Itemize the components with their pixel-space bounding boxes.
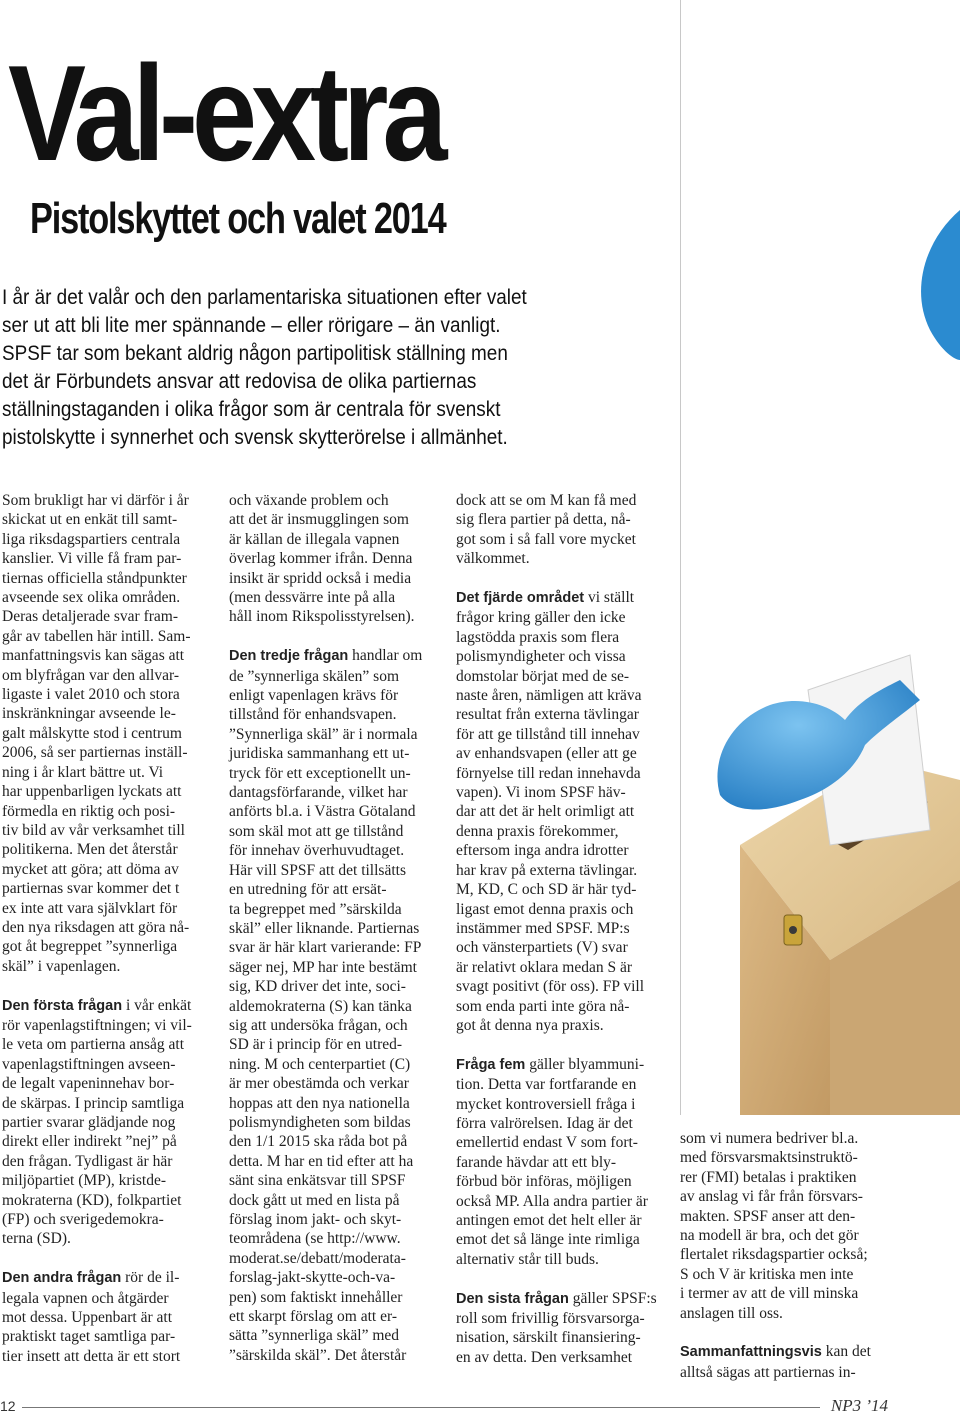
text-line: är mer obestämda och verkar — [229, 1075, 409, 1093]
text-line: na modell är bra, och det gör — [680, 1227, 859, 1245]
column-2-heading-2: Den tredje frågan — [229, 648, 349, 665]
text-line: det är Förbundets ansvar att redovisa de olika partiernas — [2, 369, 477, 393]
column-2-paragraph-1 — [229, 491, 422, 627]
lead-paragraph — [2, 283, 618, 451]
text-line: detta. M har en tid efter att ha — [229, 1152, 414, 1170]
text-line: tier insett att detta är ett stort — [2, 1347, 181, 1365]
text-line: ligast emot denna praxis och — [456, 900, 634, 918]
text-line: och växande problem och — [229, 492, 389, 509]
column-4-paragraph-1 — [680, 1129, 871, 1323]
text-line: i termer av att de vill minska — [680, 1285, 859, 1303]
text-line: ”särskilda skäl”. Det återstår — [229, 1346, 407, 1364]
text-line: inskränkningar avseende le- — [2, 705, 176, 723]
text-line: ta begreppet med ”särskilda — [229, 900, 402, 918]
page-number: 12 — [0, 1398, 16, 1414]
text-line: dantagsförfarande, vilket har — [229, 784, 408, 802]
text-line: partier svarar glädjande nog — [2, 1113, 176, 1131]
text-line: SD är i princip för en utred- — [229, 1036, 403, 1054]
text-line: för innehav överhuvudtaget. — [229, 842, 405, 860]
text-line: tiernas officiella ståndpunkter — [2, 569, 187, 587]
text-line: flertalet riksdagspartier också; — [680, 1246, 868, 1264]
text-line: de skärpas. I princip samtliga — [2, 1094, 185, 1112]
text-line: instämmer med SPSF. MP:s — [456, 919, 630, 937]
text-line: de legalt vapeninnehav bor- — [2, 1075, 175, 1093]
text-line: sänt sina enkätsvar till SPSF — [229, 1172, 406, 1190]
text-line: svagt positivt (för oss). FP vill — [456, 978, 645, 996]
text-line: skickat ut en enkät till samt- — [2, 511, 178, 529]
text-line: av anslag vi får från försvars- — [680, 1188, 863, 1206]
column-1-paragraph-1 — [2, 491, 192, 976]
column-3-heading-2: Det fjärde området — [456, 590, 585, 607]
text-line: manfattningsvis kan sägas att — [2, 647, 185, 665]
text-line: domstolar börjat med de se- — [456, 667, 630, 685]
text-line: Deras detaljerade svar fram- — [2, 608, 178, 626]
text-line: en utredning för att ersät- — [229, 881, 387, 899]
column-3-heading-3: Fråga fem — [456, 1056, 526, 1073]
text-line: alternativ står till buds. — [456, 1250, 599, 1268]
text-line: dar att det är helt orimligt att — [456, 803, 635, 821]
text-line: ex inte att vara självklart för — [2, 899, 178, 917]
text-line: den nya riksdagen att göra nå- — [2, 918, 190, 936]
column-3-heading-4-run: gäller SPSF:s — [568, 1289, 657, 1307]
text-line: med försvarsmaktsinstruktö- — [680, 1149, 858, 1167]
text-line: ett skarpt förslag om att er- — [229, 1308, 397, 1326]
column-3-paragraph-1 — [456, 491, 657, 569]
text-line: ställningstaganden i olika frågor som är centrala för svenskt — [2, 397, 501, 421]
text-line: S och V är kritiska men inte — [680, 1265, 854, 1283]
column-3-paragraph-3 — [456, 1075, 657, 1269]
column-3-paragraph-4 — [456, 1309, 657, 1367]
text-line: forslag-jakt-skytte-och-va- — [229, 1269, 396, 1287]
text-line: håll inom Rikspolisstyrelsen). — [229, 608, 415, 626]
text-line: legala vapnen och åtgärder — [2, 1289, 169, 1307]
text-line: miljöpartiet (MP), kristde- — [2, 1172, 167, 1190]
text-line: förslag inom jakt- och skyt- — [229, 1211, 402, 1229]
text-line: juridiska sammanhang ett ut- — [229, 745, 410, 763]
text-line: sig, KD driver det inte, soci- — [229, 978, 406, 996]
text-line: naste åren, nämligen att kräva — [456, 687, 642, 705]
text-line: de ”synnerliga skälen” som — [229, 667, 400, 685]
text-line: för att ge tillstånd till innehav — [456, 725, 640, 743]
text-line: (FP) och sverigedemokra- — [2, 1211, 164, 1229]
text-line: ning. M och centerpartiet (C) — [229, 1055, 411, 1073]
text-line: le veta om partierna ansåg att — [2, 1036, 185, 1054]
text-line: rör vapenlagstiftningen; vi vil- — [2, 1016, 192, 1034]
text-line: denna praxis förekommer, — [456, 822, 619, 840]
text-line: säger nej, MP har inte bestämt — [229, 958, 417, 976]
text-line: anförts bl.a. i Västra Götaland — [229, 803, 416, 821]
text-line: skäl” eller liknande. Partiernas — [229, 919, 420, 937]
text-line: politikerna. Men det återstår — [2, 841, 178, 859]
text-line: nisation, särskilt finansiering- — [456, 1329, 641, 1347]
text-line: ser ut att bli lite mer spännande – eller rörigare – än vanligt. — [2, 313, 501, 337]
column-4-paragraph-2 — [680, 1363, 871, 1382]
text-line: hoppas att den nya nationella — [229, 1094, 410, 1112]
text-line: makten. SPSF anser att den- — [680, 1207, 856, 1225]
text-line: har krav på externa tävlingar. — [456, 861, 638, 879]
text-line: svar är här klart varierande: FP — [229, 939, 422, 957]
text-line: att det är insmugglingen som — [229, 511, 409, 529]
text-line: förmedla en riktig och posi- — [2, 802, 176, 820]
text-line: emellertid endast V som fort- — [456, 1134, 638, 1152]
text-line: pen) som faktiskt innehåller — [229, 1288, 403, 1306]
text-line: eftersom inga andra idrotter — [456, 842, 629, 860]
text-line: roll som frivillig försvarsorga- — [456, 1310, 645, 1328]
column-3-paragraph-2 — [456, 608, 657, 1035]
text-line: om blyfrågan var den allvar- — [2, 666, 180, 684]
text-line: galt målskytte stod i centrum — [2, 724, 182, 742]
partial-hand — [921, 210, 960, 360]
text-line: resultat från externa tävlingar — [456, 706, 639, 724]
text-line: mycket att göra; att döma av — [2, 860, 179, 878]
text-line: kanslier. Vi ville få fram par- — [2, 550, 182, 568]
text-line: sätta ”synnerliga skäl” med — [229, 1327, 400, 1345]
text-line: moderat.se/debatt/moderata- — [229, 1249, 406, 1267]
text-line: skäl” i vapenlagen. — [2, 957, 121, 975]
issue-label: NP3 ’14 — [830, 1396, 888, 1415]
text-line: går av tabellen här intill. Sam- — [2, 627, 191, 645]
text-line: av enhandsvapen (eller att ge — [456, 745, 637, 763]
text-line: överlag kommer ifrån. Denna — [229, 550, 413, 568]
article-column-4 — [680, 1129, 871, 1382]
text-line: frågor kring gäller den icke — [456, 609, 626, 627]
text-line: tion. Detta var fortfarande en — [456, 1076, 637, 1094]
column-1-heading-2: Den första frågan — [2, 997, 123, 1014]
text-line: förra valrörelsen. Idag är det — [456, 1114, 633, 1132]
text-line: den 1/1 2015 ska råda bot på — [229, 1133, 408, 1151]
text-line: avseende sex olika områden. — [2, 589, 181, 607]
column-3-heading-3-run: gäller blyammuni- — [525, 1055, 645, 1073]
column-1-heading-3: Den andra frågan — [2, 1270, 122, 1287]
article-column-2 — [229, 491, 422, 1365]
text-line: sig flera partier på detta, nå- — [456, 511, 631, 529]
column-3-heading-4: Den sista frågan — [456, 1290, 569, 1307]
text-line: insikt är spridd också i media — [229, 569, 412, 587]
text-line: förnyelse till redan innehavda — [456, 764, 641, 782]
column-4-heading-2: Sammanfattningsvis — [680, 1344, 822, 1361]
text-line: 2006, så ser partiernas inställ- — [2, 744, 188, 762]
text-line: tillstånd för enhandsvapen. — [229, 706, 397, 724]
text-line: got åt denna nya praxis. — [456, 1016, 604, 1034]
column-2-heading-2-run: handlar om — [348, 647, 423, 665]
text-line: dock att se om M kan få med — [456, 492, 637, 509]
column-1-paragraph-3 — [2, 1289, 192, 1367]
text-line: ning i år klart bättre ut. Vi — [2, 763, 164, 781]
text-line: sig att undersöka frågan, och — [229, 1016, 408, 1034]
text-line: antingen emot det helt eller är — [456, 1212, 642, 1229]
text-line: välkommet. — [456, 550, 530, 568]
text-line: M, KD, C och SD är här tyd- — [456, 881, 637, 899]
text-line: got åt begreppet ”synnerliga — [2, 938, 178, 956]
text-line: SPSF tar som bekant aldrig någon partipolitisk ställning men — [2, 341, 508, 365]
text-line: vapenlagstiftningen avseen- — [2, 1055, 176, 1073]
text-line: ”Synnerliga skäl” är i normala — [229, 725, 418, 743]
text-line: Här vill SPSF att det tillsätts — [229, 861, 406, 879]
text-line: vapen). Vi inom SPSF häv- — [456, 784, 626, 802]
text-line: emot det så länge inte rimliga — [456, 1231, 640, 1249]
article-column-1 — [2, 491, 192, 1366]
text-line: direkt eller indirekt ”nej” på — [2, 1133, 177, 1151]
text-line: ligaste i valet 2010 och stora — [2, 686, 180, 704]
text-line: lagstödda praxis som flera — [456, 628, 620, 646]
text-line: terna (SD). — [2, 1230, 71, 1248]
text-line: Som brukligt har vi därför i år — [2, 492, 189, 509]
column-1-paragraph-2 — [2, 1016, 192, 1249]
column-3-heading-2-run: vi ställt — [584, 589, 635, 607]
text-line: farande hävdar att ett bly- — [456, 1153, 617, 1171]
text-line: också MP. Alla andra partier är — [456, 1192, 648, 1210]
text-line: rer (FMI) betalas i praktiken — [680, 1168, 857, 1186]
text-line: mot dessa. Uppenbart är att — [2, 1309, 173, 1327]
column-1-heading-3-run: rör de il- — [121, 1269, 180, 1287]
text-line: den frågan. Tydligast är här — [2, 1152, 173, 1170]
text-line: (men dessvärre inte på alla — [229, 589, 396, 607]
text-line: partiernas svar kommer det t — [2, 880, 180, 898]
text-line: anslagen till oss. — [680, 1304, 783, 1322]
text-line: är relativt oklara medan S är — [456, 958, 633, 976]
text-line: är källan de illegala vapnen — [229, 530, 400, 548]
text-line: polismyndigheter och vissa — [456, 648, 626, 666]
text-line: enligt vapenlagen krävs för — [229, 687, 399, 705]
text-line: I år är det valår och den parlamentariska situationen efter valet — [2, 285, 527, 309]
text-line: got som i så fall vore mycket — [456, 530, 636, 548]
text-line: praktiskt taget samtliga par- — [2, 1328, 176, 1346]
article-column-3 — [456, 491, 657, 1367]
text-line: tiv bild av vår verksamhet till — [2, 821, 185, 839]
text-line: förbud bör införas, möjligen — [456, 1173, 632, 1191]
page-title: Val-extra — [8, 37, 442, 189]
text-line: mokraterna (KD), folkpartiet — [2, 1191, 182, 1209]
text-line: en av detta. Den verksamhet — [456, 1348, 633, 1366]
footer-rule — [22, 1407, 820, 1408]
text-line: teområdena (se http://www. — [229, 1230, 401, 1248]
text-line: och vänsterpartiets (V) svar — [456, 939, 628, 957]
text-line: som enda parti inte göra nå- — [456, 997, 630, 1015]
text-line: som vi numera bedriver bl.a. — [680, 1130, 859, 1147]
column-4-heading-2-run: kan det — [821, 1343, 871, 1361]
text-line: pistolskytte i synnerhet och svensk skytterörelse i allmänhet. — [2, 425, 508, 449]
text-line: tryck för ett exceptionellt un- — [229, 764, 411, 782]
text-line: polismyndigheten som bildas — [229, 1113, 411, 1131]
text-line: som skäl mot att ge tillstånd — [229, 822, 404, 840]
article-subtitle: Pistolskyttet och valet 2014 — [30, 194, 446, 243]
text-line: alltså sägas att partiernas in- — [680, 1363, 856, 1381]
text-line: har uppenbarligen lyckats att — [2, 783, 182, 801]
ballot-box-illustration-icon — [680, 0, 960, 1115]
text-line: aldemokraterna (S) kan tänka — [229, 997, 412, 1015]
text-line: liga riksdagspartiers centrala — [2, 530, 181, 548]
column-1-heading-2-run: i vår enkät — [122, 996, 192, 1014]
column-2-paragraph-2 — [229, 667, 422, 1366]
text-line: mycket kontroversiell fråga i — [456, 1095, 636, 1113]
text-line: dock gått ut med en lista på — [229, 1191, 400, 1209]
